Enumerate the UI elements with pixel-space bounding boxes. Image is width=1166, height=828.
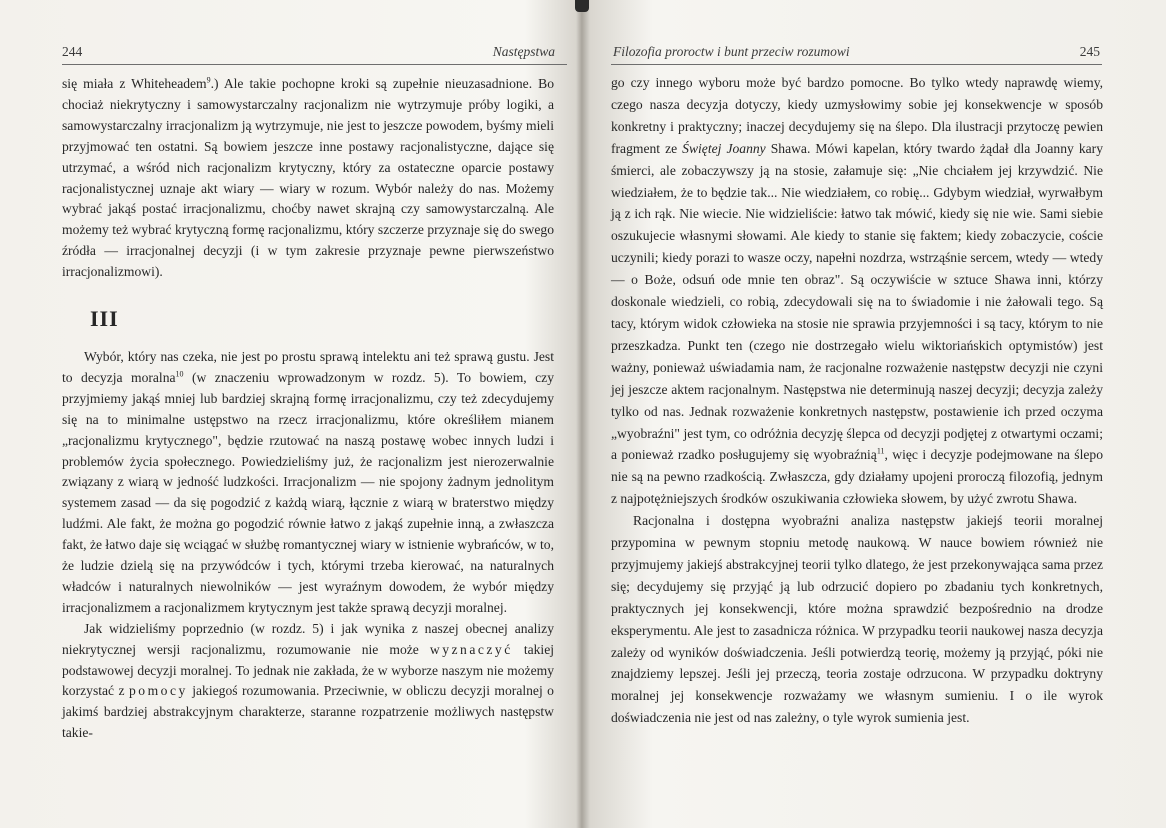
left-paragraph-2: [62, 347, 554, 619]
right-paragraph-1: [611, 72, 1103, 510]
right-header-rule: [611, 64, 1102, 65]
right-page: [583, 0, 1166, 828]
footnote-marker-11: 11: [876, 446, 885, 456]
right-p1-text-c: , więc i decyzje podejmowane na ślepo nie są na pewno rzadkością. Zwłaszcza, gdy działamy upojeni proroczą filozofią, jednym z najpotężniejszych środków oszukiwania człowieka słowem, by użyć zwrotu Shawa.: [611, 447, 1103, 507]
left-page-number: 244: [62, 44, 83, 59]
left-p3-text-b: takiej podstawowej decyzji moralnej. To jednak nie zakłada, że w wyborze naszym nie możemy korzystać z: [62, 641, 555, 699]
footnote-marker-9: 9: [206, 75, 211, 85]
right-p1-text-b: Shawa. Mówi kapelan, który twardo żądał dla Joanny kary śmierci, ale zobaczywszy ją na stosie, załamuje się: „Nie chciałem jej krzywdzić. Nie wiedziałem, że to będzie tak... Nie wiedziałem, co robię... Gdybym wiedział, wyrwałbym ją z ich rąk. Nie wiecie. Nie widzieliście: łatwo tak mówić, kiedy się nie wie. Sami siebie oszukujecie własnymi słowami. Ale kiedy to stanie się faktem; kiedy zobaczycie, coście uczynili; kiedy porazi to wasze oczy, napełni nozdrza, wstrząśnie sercem, wtedy — wtedy — o Boże, odsuń ode mnie ten obraz". Są oczywiście w sztuce Shawa inni, którzy doskonale wiedzieli, co robią, zdecydowali się na to świadomie i nie żałowali tego. Są tacy, którym widok człowieka na stosie nie sprawia przyjemności i są tacy, którym to nie przeszkadza. Punkt ten (czego nie dostrzegało wielu wiktoriańskich optymistów) jest ważny, ponieważ uświadamia nam, że racjonalne rozważenie następstw decyzji nie czyni jej jeszcze aktem racjonalnym. Następstwa nie determinują naszej decyzji; decyzja zależy tylko od nas. Jednak rozważenie konkretnych następstw, postawienie ich przed oczyma „wyobraźni" jest tym, co odróżnia decyzję ślepca od decyzji podjętej z otwartymi oczami; a ponieważ rzadko posługujemy się wyobraźnią: [611, 140, 1103, 463]
left-paragraph-1: [62, 74, 554, 283]
left-p1-text-a: się miała z Whiteheadem: [62, 76, 207, 91]
footnote-marker-10: 10: [175, 369, 184, 379]
left-p1-text-b: .) Ale takie pochopne kroki są zupełnie nieuzasadnione. Bo chociaż niekrytyczny i samowystarczalny racjonalizm nie wytrzymuje próby logiki, a samowystarczalny irracjonalizm ją wytrzymuje, nie jest to jeszcze powodem, byśmy mieli przyjmować ten ostatni. Są bowiem jeszcze inne postawy racjonalistyczne, dające się utrzymać, a wśród nich racjonalizm krytyczny, który za ostateczne oparcie postawy racjonalistycznej uznaje akt wiary — wiary w rozum. Wybór należy do nas. Możemy wybrać jakąś postać irracjonalizmu, choćby nawet skrajną czy samowystarczalną. Ale możemy też wybrać krytyczną formę racjonalizmu, który szczerze przyznaje się do swego źródła — irracjonalnej decyzji (i w tym zakresie przyznaje pewne pierwszeństwo irracjonalizmowi).: [62, 76, 555, 280]
left-running-header: Następstwa: [492, 44, 555, 59]
left-p3-text-a: Jak widzieliśmy poprzednio (w rozdz. 5) i jak wynika z naszej obecnej analizy niekrytycznej wersji racjonalizmu, rozumowanie nie może: [62, 620, 554, 657]
right-p1-book-title: Świętej Joanny: [682, 140, 766, 156]
left-paragraph-3: [62, 619, 554, 744]
left-page-header: [62, 44, 555, 62]
left-p3-text-c: jakiegoś rozumowania. Przeciwnie, w obliczu decyzji moralnej o jakimś bardziej abstrakcyjnym charakterze, staranne rozpatrzenie możliwych następstw takie-: [62, 683, 554, 741]
left-p3-emphasis-2: pomocy: [129, 683, 188, 699]
left-page-body: [62, 74, 554, 744]
right-paragraph-2: Racjonalna i dostępna wyobraźni analiza następstw jakiejś teorii moralnej przypomina w pewnym stopniu metodę naukową. W nauce bowiem również nie przyjmujemy jakiejś abstrakcyjnej teorii tylko dlatego, że jest przekonywająca sama przez się; decydujemy się przyjąć ją lub odrzucić dopiero po zbadaniu tych konkretnych, praktycznych jej konsekwencji, które można sprawdzić bezpośrednio na drodze eksperymentu. Ale jest to zasadnicza różnica. W przypadku teorii naukowej nasza decyzja zależy od wyników doświadczenia. Jeśli potwierdzą teorię, możemy ją przyjąć, póki nie znajdziemy lepszej. Jeśli jej przeczą, teoria zostaje odrzucona. W przypadku doktryny moralnej jej konsekwencje rozważamy we własnym sumieniu. I o ile wyrok doświadczenia nie jest od nas zależny, o tyle wyrok sumienia jest.: [611, 513, 1103, 726]
right-running-header: Filozofia proroctw i bunt przeciw rozumowi: [613, 44, 850, 59]
right-p1-text-a: go czy innego wyboru może być bardzo pomocne. Bo tylko wtedy naprawdę wiemy, czego nasza decyzja dotyczy, kiedy uzmysłowimy sobie jej konsekwencje w sposób konkretny i praktyczny; inaczej decydujemy się na ślepo. Dla ilustracji przytoczę pewien fragment ze: [611, 75, 1103, 156]
left-p2-text-a: Wybór, który nas czeka, nie jest po prostu sprawą intelektu ani też sprawą gustu. Jest to decyzja moralna: [62, 348, 554, 385]
section-heading: III: [90, 306, 119, 332]
right-page-header: [613, 44, 1100, 62]
left-header-rule: [62, 64, 567, 65]
left-p2-text-b: (w znaczeniu wprowadzonym w rozdz. 5). To bowiem, czy przyjmiemy jakąś mniej lub bardziej skrajną formę irracjonalizmu, czy też zdecydujemy się na to minimalne ustępstwo na rzecz irracjonalizmu, które określiłem mianem „racjonalizmu krytycznego", będzie rzutować na naszą postawę wobec innych ludzi i problemów życia społecznego. Powiedzieliśmy już, że racjonalizm jest nierozerwalnie związany z wiarą w jedność ludzkości. Irracjonalizm — nie spojony żadnym jednolitym systemem zasad — da się pogodzić z każdą wiarą, łącznie z wiarą w braterstwo między ludźmi. Ale fakt, że można go pogodzić równie łatwo z jakąś zupełnie inną, a zwłaszcza fakt, że łatwo daje się wciągać w służbę romantycznej wiary w istnienie wybrańców, w to, że ludzie dzielą się na przywódców i tych, którymi trzeba kierować, na naturalnych władców i naturalnych niewolników — jest wyraźnym dowodem, że wybór między irracjonalizmem a racjonalizmem krytycznym jest także sprawą decyzji moralnej.: [62, 369, 554, 615]
right-page-number: 245: [1079, 44, 1100, 59]
left-p3-emphasis-1: wyznaczyć: [429, 641, 513, 657]
right-page-body: [611, 72, 1103, 729]
